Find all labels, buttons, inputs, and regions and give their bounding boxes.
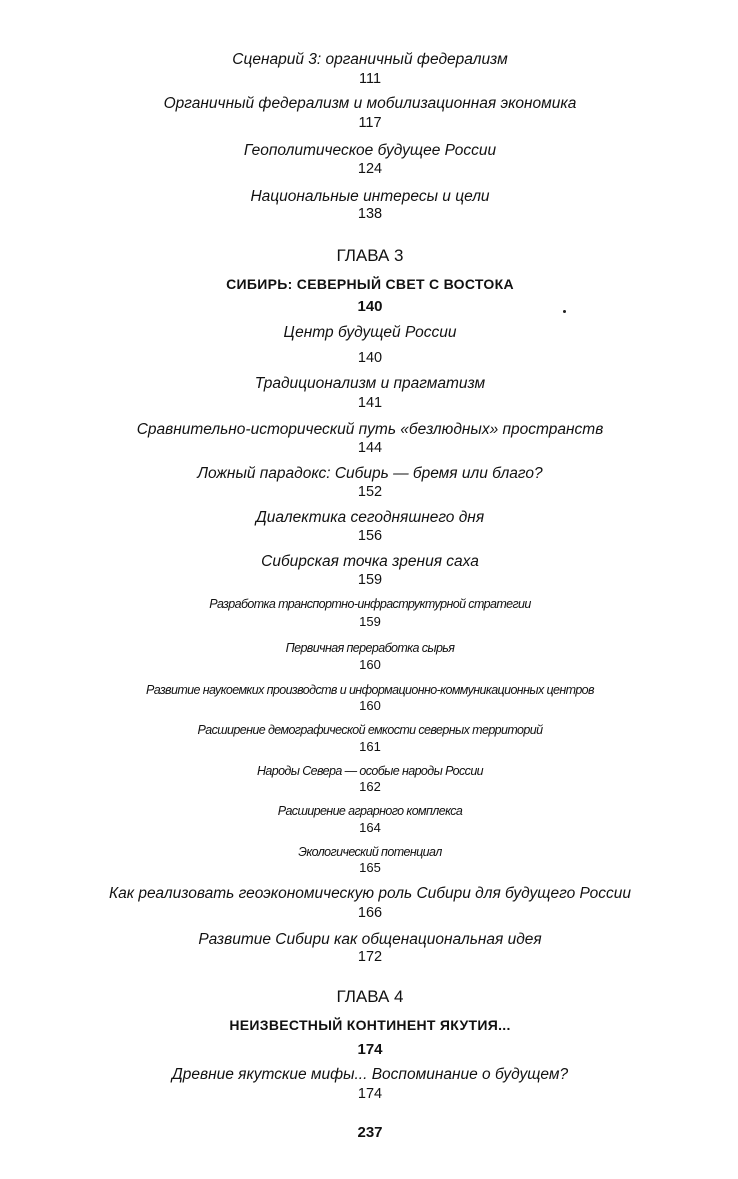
toc-entry-page: 141 bbox=[357, 395, 383, 411]
toc-entry-page: 166 bbox=[357, 905, 383, 921]
page-number: 237 bbox=[357, 1124, 383, 1141]
toc-entry-title: Органичный федерализм и мобилизационная экономика bbox=[163, 95, 577, 112]
toc-entry-page: 162 bbox=[359, 779, 381, 794]
toc-entry-page: 161 bbox=[359, 739, 381, 754]
chapter-label: ГЛАВА 4 bbox=[336, 987, 404, 1006]
toc-entry-title: Сравнительно-исторический путь «безлюдных» пространств bbox=[136, 421, 604, 438]
toc-entry-page: 138 bbox=[357, 206, 383, 222]
toc-entry-title: Традиционализм и прагматизм bbox=[254, 375, 486, 392]
toc-entry-title: Диалектика сегодняшнего дня bbox=[255, 509, 485, 526]
toc-entry-title: Сценарий 3: органичный федерализм bbox=[232, 51, 508, 68]
toc-entry-page: 117 bbox=[358, 115, 382, 131]
toc-entry-page: 144 bbox=[357, 440, 383, 456]
toc-entry-title: Разработка транспортно-инфраструктурной стратегии bbox=[209, 597, 531, 611]
chapter-title: СИБИРЬ: СЕВЕРНЫЙ СВЕТ С ВОСТОКА bbox=[226, 276, 514, 292]
toc-entry-page: 165 bbox=[359, 860, 381, 875]
toc-entry-title: Экологический потенциал bbox=[298, 845, 442, 859]
toc-entry-page: 159 bbox=[359, 614, 381, 629]
chapter-page: 140 bbox=[357, 298, 383, 315]
toc-entry-title: Развитие Сибири как общенациональная идея bbox=[198, 931, 542, 948]
toc-entry-page: 174 bbox=[357, 1086, 383, 1102]
toc-entry-page: 140 bbox=[357, 350, 383, 366]
toc-entry-page: 111 bbox=[358, 71, 382, 87]
toc-entry-title: Геополитическое будущее России bbox=[243, 142, 497, 159]
toc-entry-page: 124 bbox=[357, 161, 383, 177]
toc-entry-title: Сибирская точка зрения саха bbox=[261, 553, 479, 570]
toc-entry-page: 152 bbox=[357, 484, 383, 500]
chapter-label: ГЛАВА 3 bbox=[336, 246, 404, 265]
toc-entry-title: Расширение демографической емкости северных территорий bbox=[197, 723, 543, 737]
toc-entry-title: Ложный парадокс: Сибирь — бремя или благо? bbox=[197, 465, 543, 482]
toc-entry-page: 156 bbox=[357, 528, 383, 544]
toc-entry-page: 164 bbox=[359, 820, 381, 835]
chapter-page: 174 bbox=[357, 1041, 383, 1058]
toc-entry-page: 172 bbox=[357, 949, 383, 965]
toc-entry-title: Как реализовать геоэкономическую роль Сибири для будущего России bbox=[108, 885, 632, 902]
toc-entry-title: Национальные интересы и цели bbox=[250, 188, 490, 205]
toc-entry-title: Расширение аграрного комплекса bbox=[277, 804, 463, 818]
chapter-title: НЕИЗВЕСТНЫЙ КОНТИНЕНТ ЯКУТИЯ... bbox=[229, 1017, 511, 1033]
toc-entry-page: 160 bbox=[359, 657, 381, 672]
toc-entry-title: Центр будущей России bbox=[283, 324, 457, 341]
toc-entry-title: Развитие наукоемких производств и информационно-коммуникационных центров bbox=[146, 683, 594, 697]
toc-entry-title: Древние якутские мифы... Воспоминание о будущем? bbox=[171, 1066, 569, 1083]
toc-entry-title: Народы Севера — особые народы России bbox=[256, 764, 484, 778]
toc-entry-title: Первичная переработка сырья bbox=[285, 641, 455, 655]
toc-entry-page: 160 bbox=[359, 698, 381, 713]
print-speck bbox=[563, 310, 566, 313]
toc-entry-page: 159 bbox=[357, 572, 383, 588]
